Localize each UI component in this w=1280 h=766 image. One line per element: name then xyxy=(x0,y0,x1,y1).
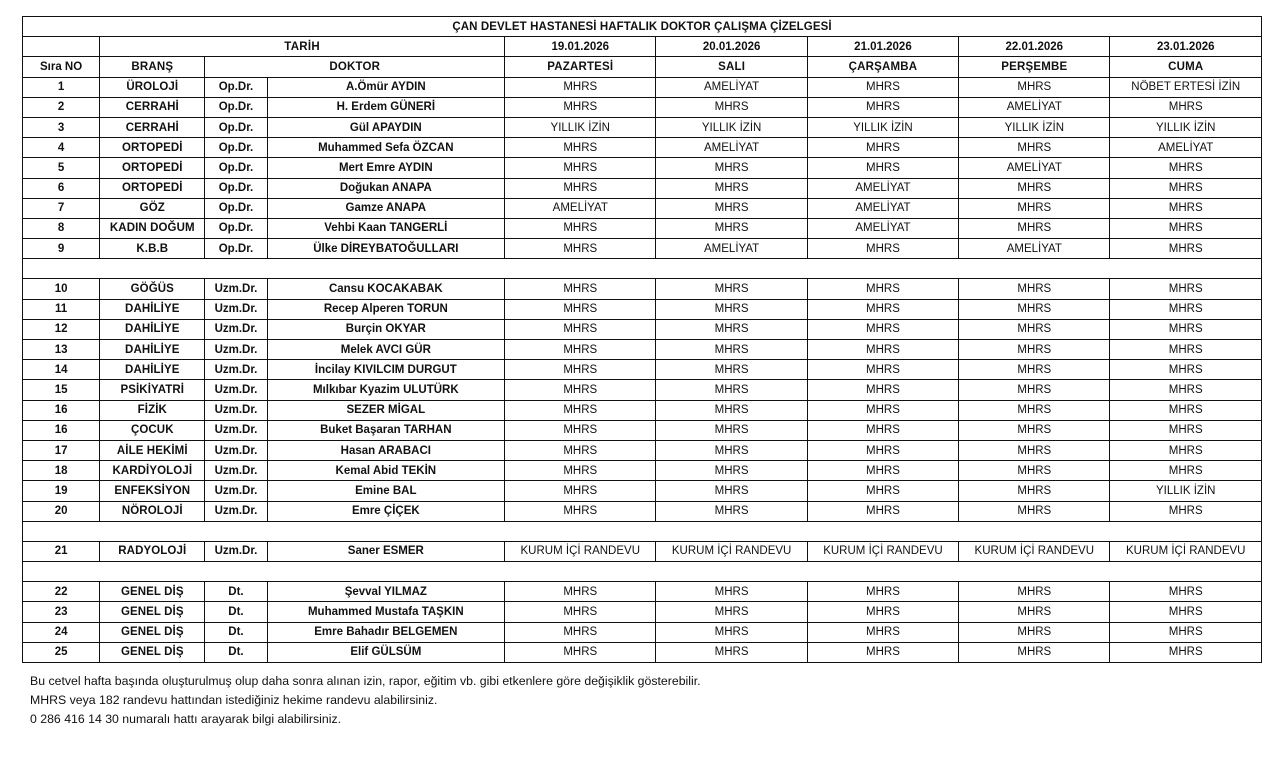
doctor-name-cell: Ülke DİREYBATOĞULLARI xyxy=(267,239,505,259)
schedule-cell: MHRS xyxy=(1110,582,1262,602)
table-row xyxy=(23,178,1262,198)
doctor-name-cell: Burçin OKYAR xyxy=(267,319,505,339)
schedule-cell: MHRS xyxy=(656,97,807,117)
schedule-cell: MHRS xyxy=(959,440,1110,460)
schedule-cell: YILLIK İZİN xyxy=(1110,117,1262,137)
branch-cell: FİZİK xyxy=(100,400,205,420)
corner-blank-cell xyxy=(23,37,100,57)
branch-cell: CERRAHİ xyxy=(100,97,205,117)
schedule-cell: MHRS xyxy=(807,279,958,299)
schedule-cell: MHRS xyxy=(959,319,1110,339)
schedule-cell: MHRS xyxy=(1110,279,1262,299)
table-row xyxy=(23,461,1262,481)
schedule-cell: AMELİYAT xyxy=(807,178,958,198)
doctor-title-cell: Dt. xyxy=(205,582,267,602)
table-row xyxy=(23,77,1262,97)
row-number-cell: 7 xyxy=(23,198,100,218)
row-number-cell: 8 xyxy=(23,218,100,238)
schedule-cell: AMELİYAT xyxy=(807,218,958,238)
schedule-cell: MHRS xyxy=(656,198,807,218)
schedule-cell: MHRS xyxy=(505,420,656,440)
footer-notes xyxy=(22,672,1262,729)
schedule-cell: MHRS xyxy=(505,218,656,238)
table-row xyxy=(23,440,1262,460)
doctor-title-cell: Uzm.Dr. xyxy=(205,319,267,339)
row-number-cell: 24 xyxy=(23,622,100,642)
row-number-cell: 9 xyxy=(23,239,100,259)
schedule-cell: AMELİYAT xyxy=(656,239,807,259)
table-row xyxy=(23,299,1262,319)
schedule-cell: MHRS xyxy=(807,420,958,440)
schedule-cell: MHRS xyxy=(807,582,958,602)
row-number-cell: 11 xyxy=(23,299,100,319)
branch-cell: GÖZ xyxy=(100,198,205,218)
doctor-name-cell: Elif GÜLSÜM xyxy=(267,642,505,662)
row-number-cell: 22 xyxy=(23,582,100,602)
doctor-title-cell: Uzm.Dr. xyxy=(205,461,267,481)
schedule-cell: MHRS xyxy=(505,582,656,602)
doctor-title-cell: Dt. xyxy=(205,642,267,662)
schedule-cell: MHRS xyxy=(656,440,807,460)
schedule-cell: MHRS xyxy=(959,582,1110,602)
table-row xyxy=(23,400,1262,420)
doctor-name-cell: Buket Başaran TARHAN xyxy=(267,420,505,440)
schedule-cell: MHRS xyxy=(505,340,656,360)
column-header-row xyxy=(23,57,1262,77)
schedule-cell: MHRS xyxy=(807,77,958,97)
schedule-cell: MHRS xyxy=(505,77,656,97)
schedule-cell: AMELİYAT xyxy=(656,138,807,158)
doctor-title-cell: Op.Dr. xyxy=(205,158,267,178)
row-number-cell: 10 xyxy=(23,279,100,299)
doctor-title-cell: Op.Dr. xyxy=(205,117,267,137)
group-spacer-row xyxy=(23,259,1262,279)
doctor-title-cell: Uzm.Dr. xyxy=(205,400,267,420)
schedule-cell: MHRS xyxy=(807,400,958,420)
row-number-cell: 16 xyxy=(23,400,100,420)
doctor-name-cell: Emre Bahadır BELGEMEN xyxy=(267,622,505,642)
date-header-3: 21.01.2026 xyxy=(807,37,958,57)
row-number-cell: 16 xyxy=(23,420,100,440)
table-row xyxy=(23,138,1262,158)
table-row xyxy=(23,340,1262,360)
table-row xyxy=(23,582,1262,602)
schedule-cell: MHRS xyxy=(656,602,807,622)
date-header-2: 20.01.2026 xyxy=(656,37,807,57)
table-row xyxy=(23,218,1262,238)
schedule-cell: MHRS xyxy=(505,158,656,178)
doctor-title-cell: Op.Dr. xyxy=(205,239,267,259)
schedule-cell: KURUM İÇİ RANDEVU xyxy=(959,541,1110,561)
schedule-cell: MHRS xyxy=(959,138,1110,158)
schedule-cell: MHRS xyxy=(959,642,1110,662)
row-number-cell: 1 xyxy=(23,77,100,97)
table-row xyxy=(23,360,1262,380)
row-number-cell: 21 xyxy=(23,541,100,561)
row-number-cell: 23 xyxy=(23,602,100,622)
branch-cell: ORTOPEDİ xyxy=(100,158,205,178)
schedule-cell: MHRS xyxy=(656,279,807,299)
schedule-cell: MHRS xyxy=(807,340,958,360)
schedule-cell: MHRS xyxy=(807,622,958,642)
schedule-cell: MHRS xyxy=(656,622,807,642)
row-number-cell: 17 xyxy=(23,440,100,460)
schedule-cell: MHRS xyxy=(959,198,1110,218)
schedule-cell: MHRS xyxy=(807,319,958,339)
schedule-cell: MHRS xyxy=(656,400,807,420)
table-row xyxy=(23,117,1262,137)
schedule-cell: MHRS xyxy=(1110,360,1262,380)
sira-no-header: Sıra NO xyxy=(23,57,100,77)
branch-cell: ORTOPEDİ xyxy=(100,178,205,198)
schedule-cell: MHRS xyxy=(959,360,1110,380)
schedule-cell: MHRS xyxy=(959,77,1110,97)
row-number-cell: 15 xyxy=(23,380,100,400)
schedule-cell: MHRS xyxy=(505,440,656,460)
schedule-cell: MHRS xyxy=(1110,501,1262,521)
group-spacer-cell xyxy=(23,259,1262,279)
schedule-cell: AMELİYAT xyxy=(505,198,656,218)
schedule-cell: KURUM İÇİ RANDEVU xyxy=(1110,541,1262,561)
branch-cell: PSİKİYATRİ xyxy=(100,380,205,400)
branch-cell: ENFEKSİYON xyxy=(100,481,205,501)
doktor-header: DOKTOR xyxy=(205,57,505,77)
schedule-cell: MHRS xyxy=(505,299,656,319)
doctor-name-cell: A.Ömür AYDIN xyxy=(267,77,505,97)
doctor-title-cell: Op.Dr. xyxy=(205,77,267,97)
table-row xyxy=(23,97,1262,117)
doctor-name-cell: Melek AVCI GÜR xyxy=(267,340,505,360)
schedule-cell: MHRS xyxy=(505,138,656,158)
doctor-title-cell: Uzm.Dr. xyxy=(205,279,267,299)
day-header-wednesday: ÇARŞAMBA xyxy=(807,57,958,77)
schedule-cell: MHRS xyxy=(959,400,1110,420)
branch-cell: K.B.B xyxy=(100,239,205,259)
branch-cell: GENEL DİŞ xyxy=(100,622,205,642)
schedule-cell: MHRS xyxy=(1110,340,1262,360)
row-number-cell: 5 xyxy=(23,158,100,178)
table-row xyxy=(23,380,1262,400)
row-number-cell: 6 xyxy=(23,178,100,198)
branch-cell: DAHİLİYE xyxy=(100,360,205,380)
schedule-cell: MHRS xyxy=(1110,400,1262,420)
schedule-cell: MHRS xyxy=(959,602,1110,622)
schedule-cell: MHRS xyxy=(807,299,958,319)
schedule-cell: MHRS xyxy=(959,481,1110,501)
schedule-cell: MHRS xyxy=(807,501,958,521)
schedule-cell: MHRS xyxy=(1110,380,1262,400)
doctor-title-cell: Uzm.Dr. xyxy=(205,299,267,319)
schedule-cell: MHRS xyxy=(505,501,656,521)
schedule-cell: MHRS xyxy=(505,481,656,501)
page-title: ÇAN DEVLET HASTANESİ HAFTALIK DOKTOR ÇALIŞMA ÇİZELGESİ xyxy=(23,17,1262,37)
schedule-cell: MHRS xyxy=(807,158,958,178)
group-spacer-row xyxy=(23,562,1262,582)
doctor-title-cell: Uzm.Dr. xyxy=(205,440,267,460)
schedule-cell: MHRS xyxy=(959,380,1110,400)
row-number-cell: 18 xyxy=(23,461,100,481)
schedule-cell: MHRS xyxy=(959,420,1110,440)
schedule-cell: MHRS xyxy=(656,481,807,501)
branch-cell: DAHİLİYE xyxy=(100,340,205,360)
schedule-cell: MHRS xyxy=(959,622,1110,642)
branch-cell: DAHİLİYE xyxy=(100,299,205,319)
doctor-name-cell: SEZER MİGAL xyxy=(267,400,505,420)
group-spacer-cell xyxy=(23,562,1262,582)
schedule-cell: MHRS xyxy=(656,582,807,602)
schedule-cell: MHRS xyxy=(656,178,807,198)
schedule-cell: MHRS xyxy=(807,380,958,400)
schedule-cell: MHRS xyxy=(1110,602,1262,622)
schedule-cell: MHRS xyxy=(1110,299,1262,319)
schedule-cell: MHRS xyxy=(656,420,807,440)
title-row xyxy=(23,17,1262,37)
doctor-name-cell: Mert Emre AYDIN xyxy=(267,158,505,178)
doctor-title-cell: Op.Dr. xyxy=(205,138,267,158)
doctor-title-cell: Dt. xyxy=(205,622,267,642)
branch-cell: GÖĞÜS xyxy=(100,279,205,299)
row-number-cell: 2 xyxy=(23,97,100,117)
schedule-cell: MHRS xyxy=(959,501,1110,521)
branch-cell: AİLE HEKİMİ xyxy=(100,440,205,460)
doctor-name-cell: Muhammed Sefa ÖZCAN xyxy=(267,138,505,158)
schedule-cell: MHRS xyxy=(959,461,1110,481)
doctor-name-cell: Hasan ARABACI xyxy=(267,440,505,460)
doctor-name-cell: Cansu KOCAKABAK xyxy=(267,279,505,299)
weekly-doctor-schedule-table xyxy=(22,16,1262,663)
schedule-cell: MHRS xyxy=(807,97,958,117)
table-row xyxy=(23,158,1262,178)
schedule-cell: MHRS xyxy=(959,279,1110,299)
schedule-cell: MHRS xyxy=(807,642,958,662)
row-number-cell: 4 xyxy=(23,138,100,158)
table-row xyxy=(23,481,1262,501)
schedule-cell: MHRS xyxy=(656,501,807,521)
schedule-cell: KURUM İÇİ RANDEVU xyxy=(656,541,807,561)
schedule-cell: MHRS xyxy=(656,642,807,662)
schedule-cell: MHRS xyxy=(656,218,807,238)
schedule-cell: MHRS xyxy=(505,380,656,400)
doctor-name-cell: Emre ÇİÇEK xyxy=(267,501,505,521)
table-row xyxy=(23,642,1262,662)
doctor-name-cell: Gül APAYDIN xyxy=(267,117,505,137)
doctor-title-cell: Op.Dr. xyxy=(205,218,267,238)
date-header-4: 22.01.2026 xyxy=(959,37,1110,57)
schedule-cell: MHRS xyxy=(1110,178,1262,198)
schedule-cell: KURUM İÇİ RANDEVU xyxy=(807,541,958,561)
schedule-cell: MHRS xyxy=(807,602,958,622)
schedule-cell: MHRS xyxy=(807,481,958,501)
doctor-title-cell: Uzm.Dr. xyxy=(205,481,267,501)
doctor-title-cell: Uzm.Dr. xyxy=(205,340,267,360)
doctor-title-cell: Uzm.Dr. xyxy=(205,501,267,521)
schedule-cell: MHRS xyxy=(1110,158,1262,178)
schedule-cell: MHRS xyxy=(656,319,807,339)
schedule-cell: YILLIK İZİN xyxy=(656,117,807,137)
schedule-cell: NÖBET ERTESİ İZİN xyxy=(1110,77,1262,97)
schedule-cell: MHRS xyxy=(1110,97,1262,117)
table-row xyxy=(23,420,1262,440)
schedule-cell: AMELİYAT xyxy=(807,198,958,218)
schedule-cell: MHRS xyxy=(505,602,656,622)
branch-cell: GENEL DİŞ xyxy=(100,642,205,662)
date-header-1: 19.01.2026 xyxy=(505,37,656,57)
date-header-row xyxy=(23,37,1262,57)
schedule-cell: MHRS xyxy=(807,360,958,380)
branch-cell: ÇOCUK xyxy=(100,420,205,440)
day-header-monday: PAZARTESİ xyxy=(505,57,656,77)
doctor-title-cell: Op.Dr. xyxy=(205,198,267,218)
schedule-cell: MHRS xyxy=(505,622,656,642)
row-number-cell: 19 xyxy=(23,481,100,501)
row-number-cell: 14 xyxy=(23,360,100,380)
doctor-title-cell: Uzm.Dr. xyxy=(205,541,267,561)
doctor-name-cell: Saner ESMER xyxy=(267,541,505,561)
schedule-cell: MHRS xyxy=(505,461,656,481)
schedule-cell: MHRS xyxy=(656,461,807,481)
footer-note-3: 0 286 416 14 30 numaralı hattı arayarak bilgi alabilirsiniz. xyxy=(30,712,342,726)
row-number-cell: 25 xyxy=(23,642,100,662)
day-header-friday: CUMA xyxy=(1110,57,1262,77)
schedule-cell: MHRS xyxy=(656,340,807,360)
day-header-thursday: PERŞEMBE xyxy=(959,57,1110,77)
schedule-cell: MHRS xyxy=(505,239,656,259)
schedule-cell: MHRS xyxy=(1110,239,1262,259)
table-row xyxy=(23,501,1262,521)
doctor-title-cell: Uzm.Dr. xyxy=(205,360,267,380)
table-row xyxy=(23,319,1262,339)
branch-cell: GENEL DİŞ xyxy=(100,602,205,622)
schedule-cell: KURUM İÇİ RANDEVU xyxy=(505,541,656,561)
tarih-header: TARİH xyxy=(100,37,505,57)
schedule-cell: MHRS xyxy=(656,299,807,319)
doctor-name-cell: İncilay KIVILCIM DURGUT xyxy=(267,360,505,380)
row-number-cell: 13 xyxy=(23,340,100,360)
doctor-title-cell: Uzm.Dr. xyxy=(205,380,267,400)
schedule-cell: MHRS xyxy=(807,239,958,259)
doctor-name-cell: Mılkıbar Kyazim ULUTÜRK xyxy=(267,380,505,400)
table-body xyxy=(23,17,1262,663)
schedule-cell: MHRS xyxy=(656,360,807,380)
brans-header: BRANŞ xyxy=(100,57,205,77)
day-header-tuesday: SALI xyxy=(656,57,807,77)
schedule-cell: AMELİYAT xyxy=(959,158,1110,178)
schedule-cell: MHRS xyxy=(1110,198,1262,218)
branch-cell: ORTOPEDİ xyxy=(100,138,205,158)
schedule-cell: MHRS xyxy=(505,400,656,420)
footer-note-2: MHRS veya 182 randevu hattından istediğiniz hekime randevu alabilirsiniz. xyxy=(30,693,438,707)
schedule-cell: MHRS xyxy=(807,461,958,481)
doctor-title-cell: Op.Dr. xyxy=(205,97,267,117)
doctor-name-cell: H. Erdem GÜNERİ xyxy=(267,97,505,117)
table-row xyxy=(23,198,1262,218)
table-row xyxy=(23,541,1262,561)
doctor-title-cell: Uzm.Dr. xyxy=(205,420,267,440)
schedule-cell: MHRS xyxy=(1110,622,1262,642)
schedule-cell: MHRS xyxy=(505,178,656,198)
schedule-cell: AMELİYAT xyxy=(656,77,807,97)
schedule-cell: MHRS xyxy=(1110,218,1262,238)
doctor-name-cell: Gamze ANAPA xyxy=(267,198,505,218)
group-spacer-cell xyxy=(23,521,1262,541)
branch-cell: DAHİLİYE xyxy=(100,319,205,339)
branch-cell: KADIN DOĞUM xyxy=(100,218,205,238)
schedule-cell: AMELİYAT xyxy=(1110,138,1262,158)
schedule-cell: MHRS xyxy=(807,440,958,460)
date-header-5: 23.01.2026 xyxy=(1110,37,1262,57)
schedule-cell: YILLIK İZİN xyxy=(1110,481,1262,501)
schedule-cell: MHRS xyxy=(959,340,1110,360)
branch-cell: CERRAHİ xyxy=(100,117,205,137)
schedule-cell: MHRS xyxy=(505,279,656,299)
schedule-cell: MHRS xyxy=(505,319,656,339)
schedule-cell: AMELİYAT xyxy=(959,97,1110,117)
schedule-cell: MHRS xyxy=(1110,461,1262,481)
schedule-cell: YILLIK İZİN xyxy=(959,117,1110,137)
footer-note-1: Bu cetvel hafta başında oluşturulmuş olup daha sonra alınan izin, rapor, eğitim vb. gibi etkenlere göre değişiklik gösterebilir. xyxy=(30,674,701,688)
schedule-cell: MHRS xyxy=(807,138,958,158)
schedule-cell: MHRS xyxy=(1110,440,1262,460)
table-row xyxy=(23,239,1262,259)
doctor-name-cell: Vehbi Kaan TANGERLİ xyxy=(267,218,505,238)
branch-cell: ÜROLOJİ xyxy=(100,77,205,97)
schedule-cell: YILLIK İZİN xyxy=(505,117,656,137)
schedule-cell: MHRS xyxy=(1110,420,1262,440)
branch-cell: KARDİYOLOJİ xyxy=(100,461,205,481)
row-number-cell: 20 xyxy=(23,501,100,521)
schedule-cell: MHRS xyxy=(656,158,807,178)
schedule-cell: MHRS xyxy=(505,97,656,117)
branch-cell: RADYOLOJİ xyxy=(100,541,205,561)
schedule-cell: MHRS xyxy=(1110,319,1262,339)
branch-cell: GENEL DİŞ xyxy=(100,582,205,602)
schedule-cell: YILLIK İZİN xyxy=(807,117,958,137)
schedule-cell: MHRS xyxy=(656,380,807,400)
row-number-cell: 12 xyxy=(23,319,100,339)
schedule-cell: MHRS xyxy=(1110,642,1262,662)
table-row xyxy=(23,279,1262,299)
table-row xyxy=(23,602,1262,622)
doctor-name-cell: Kemal Abid TEKİN xyxy=(267,461,505,481)
row-number-cell: 3 xyxy=(23,117,100,137)
doctor-name-cell: Doğukan ANAPA xyxy=(267,178,505,198)
doctor-name-cell: Muhammed Mustafa TAŞKIN xyxy=(267,602,505,622)
doctor-title-cell: Dt. xyxy=(205,602,267,622)
schedule-cell: MHRS xyxy=(959,178,1110,198)
table-row xyxy=(23,622,1262,642)
doctor-name-cell: Şevval YILMAZ xyxy=(267,582,505,602)
schedule-cell: MHRS xyxy=(959,299,1110,319)
doctor-name-cell: Emine BAL xyxy=(267,481,505,501)
doctor-title-cell: Op.Dr. xyxy=(205,178,267,198)
doctor-name-cell: Recep Alperen TORUN xyxy=(267,299,505,319)
schedule-cell: MHRS xyxy=(959,218,1110,238)
schedule-cell: AMELİYAT xyxy=(959,239,1110,259)
branch-cell: NÖROLOJİ xyxy=(100,501,205,521)
schedule-cell: MHRS xyxy=(505,642,656,662)
schedule-cell: MHRS xyxy=(505,360,656,380)
group-spacer-row xyxy=(23,521,1262,541)
